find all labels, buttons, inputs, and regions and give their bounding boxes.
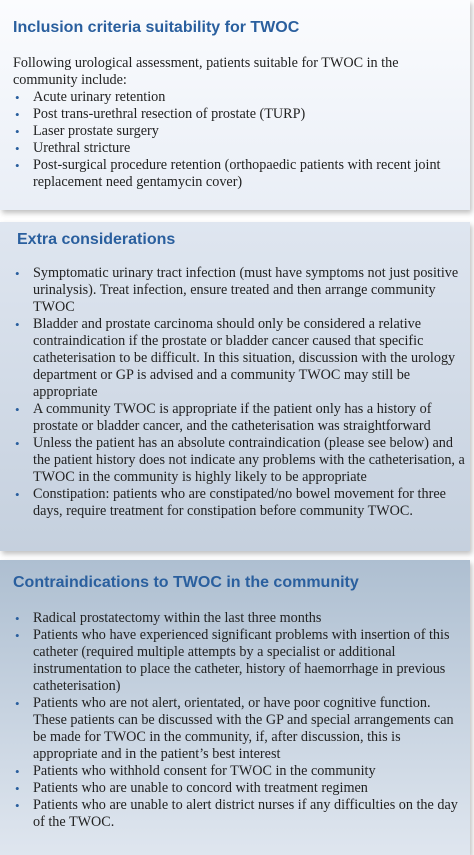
- list-item: • Symptomatic urinary tract infection (must have symptoms not just positive urinalysis). Treat infection, ensure treated and then arrange community TWOC: [15, 265, 459, 315]
- list-item: • Acute urinary retention: [15, 89, 166, 105]
- list-item: • Patients who are unable to alert district nurses if any difficulties on the day of the TWOC.: [15, 797, 458, 830]
- bullet-icon: •: [15, 266, 20, 281]
- bullet-icon: •: [15, 90, 20, 105]
- list-item: • Laser prostate surgery: [15, 123, 159, 139]
- list-item: • Patients who withhold consent for TWOC in the community: [15, 763, 376, 779]
- contra-title: Contraindications to TWOC in the community: [13, 574, 359, 591]
- bullet-icon: •: [15, 764, 20, 779]
- inclusion-criteria-panel: [0, 0, 470, 210]
- bullet-icon: •: [15, 781, 20, 796]
- list-item: • Patients who are not alert, orientated, or have poor cognitive function. These patients can be discussed with the GP and special arrangements can be made for TWOC in the community, if, after discussion, this is appropriate and in the patient’s best interest: [15, 695, 454, 762]
- list-item: • Radical prostatectomy within the last three months: [15, 610, 322, 626]
- bullet-icon: •: [15, 487, 20, 502]
- extra-considerations-panel: [0, 222, 470, 551]
- list-item: • Patients who are unable to concord with treatment regimen: [15, 780, 368, 796]
- extra-title: Extra considerations: [17, 231, 176, 248]
- inclusion-title: Inclusion criteria suitability for TWOC: [13, 19, 300, 36]
- bullet-icon: •: [15, 798, 20, 813]
- list-item: • Bladder and prostate carcinoma should only be considered a relative contraindication if the prostate or bladder cancer caused that specific catheterisation to be difficult. In this situation, discussion with the urology department or GP is advised and a community TWOC may still be appropriate: [15, 316, 456, 400]
- contraindications-panel: [0, 560, 470, 855]
- list-item: • Post trans-urethral resection of prostate (TURP): [15, 106, 306, 122]
- extra-list: [13, 265, 465, 520]
- bullet-icon: •: [15, 317, 20, 332]
- bullet-icon: •: [15, 158, 20, 173]
- list-item: • Urethral stricture: [15, 140, 131, 156]
- bullet-icon: •: [15, 124, 20, 139]
- inclusion-intro: Following urological assessment, patients suitable for TWOC in the community include:: [13, 55, 399, 88]
- bullet-icon: •: [15, 436, 20, 451]
- contra-list: [13, 610, 465, 831]
- bullet-icon: •: [15, 107, 20, 122]
- list-item: • Post-surgical procedure retention (orthopaedic patients with recent joint replacement need gentamycin cover): [15, 157, 441, 190]
- bullet-icon: •: [15, 402, 20, 417]
- bullet-icon: •: [15, 696, 20, 711]
- list-item: • Patients who have experienced significant problems with insertion of this catheter (required multiple attempts by a specialist or additional instrumentation to place the catheter, history of haemorrhage in previous catheterisation): [15, 627, 450, 694]
- bullet-icon: •: [15, 628, 20, 643]
- list-item: • Constipation: patients who are constipated/no bowel movement for three days, require treatment for constipation before community TWOC.: [15, 486, 446, 519]
- list-item: • A community TWOC is appropriate if the patient only has a history of prostate or bladder cancer, and the catheterisation was straightforward: [15, 401, 432, 434]
- inclusion-list: [13, 89, 465, 191]
- bullet-icon: •: [15, 611, 20, 626]
- bullet-icon: •: [15, 141, 20, 156]
- list-item: • Unless the patient has an absolute contraindication (please see below) and the patient history does not indicate any problems with the catheterisation, a TWOC in the community is highly likely to be appropriate: [15, 435, 465, 485]
